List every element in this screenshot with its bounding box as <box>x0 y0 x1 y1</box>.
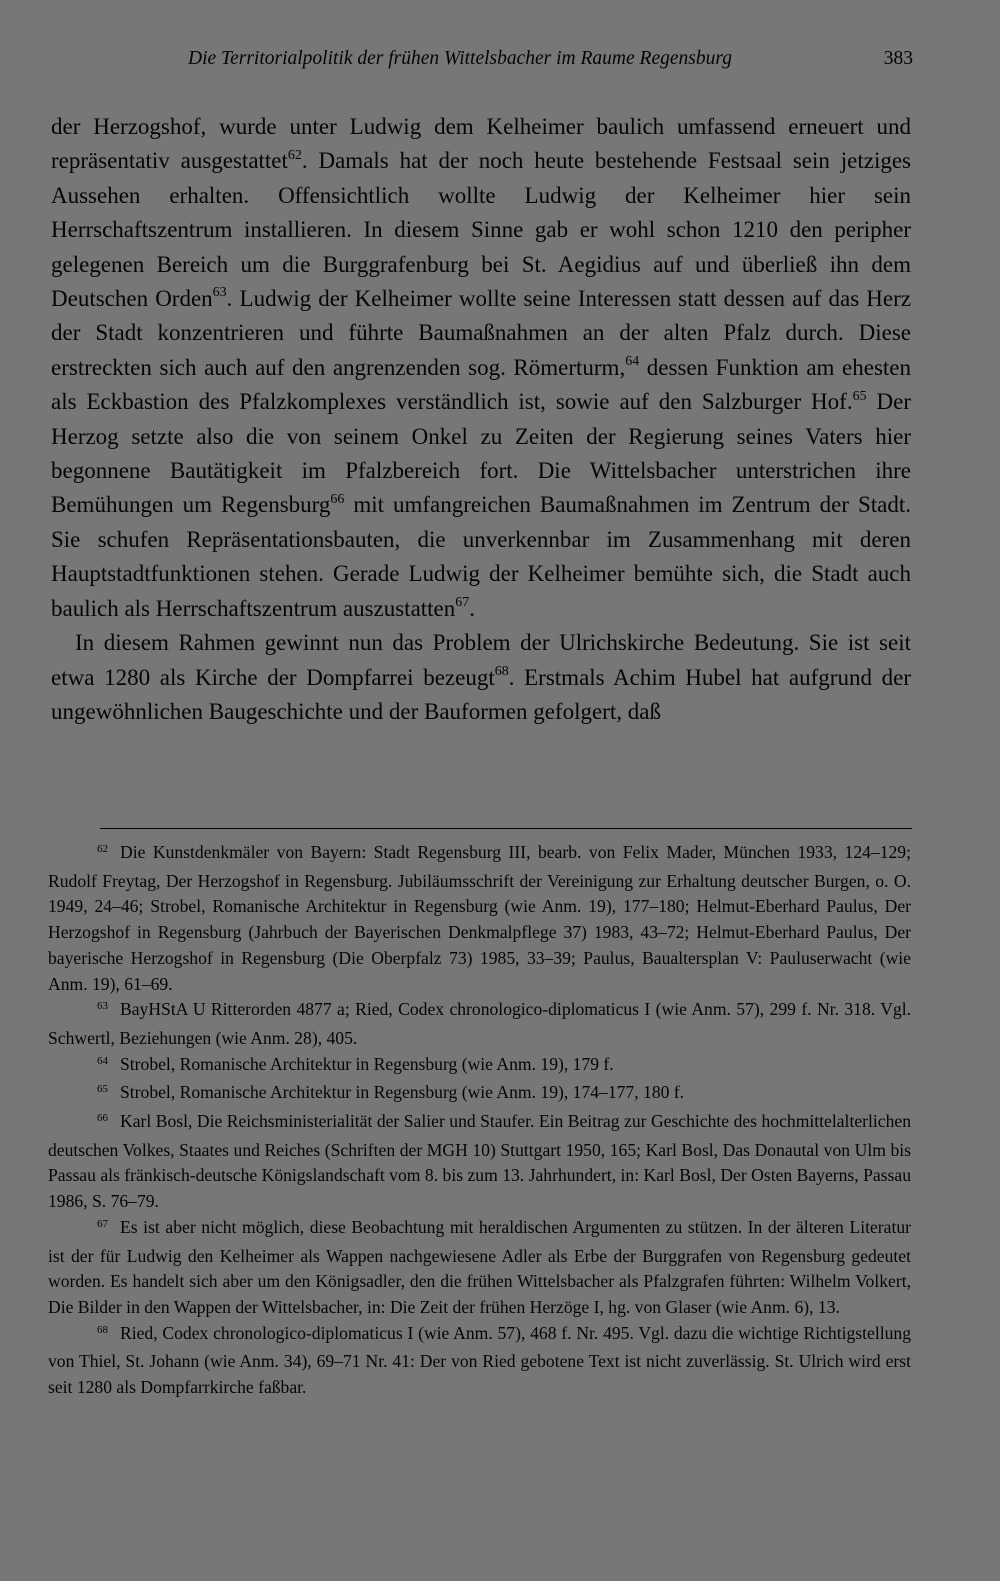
text-run: In diesem Rahmen gewinnt nun das Problem der Ulrichskirche Bedeutung. Sie ist seit etwa 1280 als Kirche der Dompfarrei bezeugt <box>51 630 911 690</box>
footnote-text: Die Kunstdenkmäler von Bayern: Stadt Regensburg III, bearb. von Felix Mader, München 1933, 124–129; Rudolf Freytag, Der Herzogshof in Regensburg. Jubiläumsschrift der Vereinigung zur Erhaltung deutscher Burgen, o. O. 1949, 24–46; Strobel, Romanische Architektur in Regensburg (wie Anm. 19), 177–180; Helmut-Eberhard Paulus, Der Herzogshof in Regensburg (Jahrbuch der Bayerischen Denkmalpflege 37) 1983, 43–72; Helmut-Eberhard Paulus, Der bayerische Herzogshof in Regensburg (Die Oberpfalz 73) 1985, 33–39; Paulus, Baualtersplan V: Pauluserwacht (wie Anm. 19), 61–69. <box>48 842 911 994</box>
footnote-text: Ried, Codex chronologico-diplomaticus I (wie Anm. 57), 468 f. Nr. 495. Vgl. dazu die wichtige Richtigstellung von Thiel, St. Johann (wie Anm. 34), 69–71 Nr. 41: Der von Ried gebotene Text ist nicht zuverlässig. St. Ulrich wird erst seit 1280 als Dompfarrkirche faßbar. <box>48 1322 911 1398</box>
text-run: Der Herzog setzte also die von seinem Onkel zu Zeiten der Regierung seines Vaters hier begonnene Bautätigkeit im Pfalzbereich fort. Die Wittelsbacher unterstrichen ihre Bemühungen um Regensburg <box>51 389 911 518</box>
footnote-text: BayHStA U Ritterorden 4877 a; Ried, Codex chronologico-diplomaticus I (wie Anm. 57), 299 f. Nr. 318. Vgl. Schwertl, Beziehungen (wie Anm. 28), 405. <box>48 999 911 1048</box>
text-run: . Erstmals Achim Hubel hat aufgrund der ungewöhnlichen Baugeschichte und der Bauformen gefolgert, daß <box>51 664 911 724</box>
footnote-number: 62 <box>97 843 108 855</box>
footnote <box>48 1052 911 1081</box>
footnote-reference: 62 <box>287 147 302 163</box>
footnote-number: 64 <box>97 1054 108 1067</box>
footnote-reference: 67 <box>455 595 470 611</box>
footnote <box>48 997 911 1051</box>
footnote-reference: 64 <box>625 354 640 370</box>
footnote-number: 68 <box>97 1323 108 1336</box>
footnote-reference: 66 <box>330 491 345 507</box>
page-number: 383 <box>883 48 913 69</box>
running-title: Die Territorialpolitik der frühen Wittelsbacher im Raume Regensburg <box>188 48 732 69</box>
footnote-reference: 63 <box>212 285 227 301</box>
footnote-text: Karl Bosl, Die Reichsministerialität der Salier und Staufer. Ein Beitrag zur Geschichte des hochmittelalterlichen deutschen Volkes, Staates und Reiches (Schriften der MGH 10) Stuttgart 1950, 165; Karl Bosl, Das Donautal von Ulm bis Passau als fränkisch-deutsche Königslandschaft vom 8. bis zum 13. Jahrhundert, in: Karl Bosl, Der Osten Bayerns, Passau 1986, S. 76–79. <box>48 1111 911 1212</box>
text-run: . <box>469 595 476 621</box>
footnote <box>48 1321 911 1401</box>
footnote-reference: 68 <box>494 663 509 679</box>
text-run: . Damals hat der noch heute bestehende Festsaal sein jetziges Aussehen erhalten. Offensichtlich wollte Ludwig der Kelheimer hier sein Herrschaftszentrum installieren. In diesem Sinne gab er wohl schon 1210 den peripher gelegenen Bereich um die Burggrafenburg bei St. Aegidius auf und überließ ihn dem Deutschen Orden <box>51 148 911 312</box>
main-text <box>51 110 911 729</box>
footnote-number: 67 <box>97 1217 108 1230</box>
text-run: der Herzogshof, wurde unter Ludwig dem Kelheimer baulich umfassend erneuert und repräsentativ ausgestattet <box>51 114 911 174</box>
footnote-number: 65 <box>97 1083 108 1096</box>
footnote-reference: 65 <box>852 388 867 404</box>
footnote-text: Es ist aber nicht möglich, diese Beobachtung mit heraldischen Argumenten zu stützen. In der älteren Literatur ist der für Ludwig den Kelheimer als Wappen nachgewiesene Adler als Erbe der Burggrafen von Regensburg gedeutet worden. Es handelt sich aber um den Königsadler, den die frühen Wittelsbacher als Pfalzgrafen führten: Wilhelm Volkert, Die Bilder in den Wappen der Wittelsbacher, in: Die Zeit der frühen Herzöge I, hg. von Glaser (wie Anm. 6), 13. <box>48 1216 911 1317</box>
footnote-text: Strobel, Romanische Architektur in Regensburg (wie Anm. 19), 174–177, 180 f. <box>120 1082 685 1103</box>
footnote <box>48 840 911 997</box>
footnote <box>48 1080 911 1109</box>
text-run: dessen Funktion am ehesten als Eckbastion des Pfalzkomplexes verständlich ist, sowie auf den Salzburger Hof. <box>51 354 911 415</box>
text-run: mit umfangreichen Baumaßnahmen im Zentrum der Stadt. Sie schufen Repräsentationsbauten, die unverkennbar im Zusammenhang mit deren Hauptstadtfunktionen stehen. Gerade Ludwig der Kelheimer bemühte sich, die Stadt auch baulich als Herrschaftszentrum auszustatten <box>51 492 911 621</box>
footnote-number: 63 <box>97 1000 108 1013</box>
footnotes <box>48 840 911 1401</box>
footnote-text: Strobel, Romanische Architektur in Regensburg (wie Anm. 19), 179 f. <box>120 1053 614 1074</box>
footnote <box>48 1215 911 1321</box>
body-paragraph <box>51 626 911 729</box>
footnote-number: 66 <box>97 1112 108 1125</box>
body-paragraph <box>51 110 911 626</box>
text-run: . Ludwig der Kelheimer wollte seine Interessen statt dessen auf das Herz der Stadt konzentrieren und führte Baumaßnahmen an der alten Pfalz durch. Diese erstreckten sich auch auf den angrenzenden sog. Römerturm, <box>51 286 911 380</box>
footnote <box>48 1109 911 1215</box>
footnote-separator <box>100 828 912 829</box>
